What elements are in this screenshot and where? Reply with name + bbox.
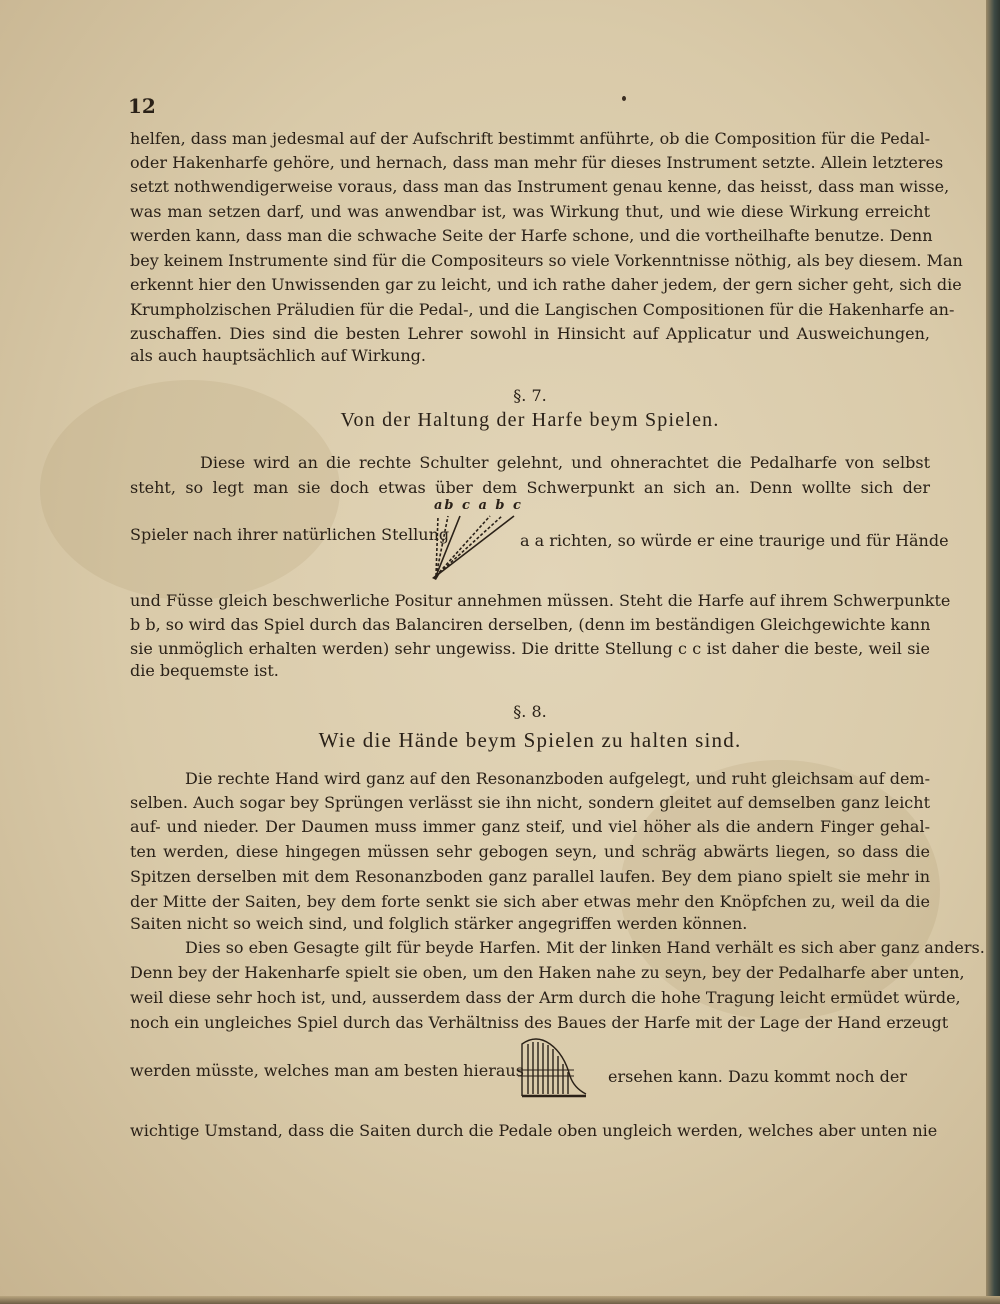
- text-line: oder Hakenharfe gehöre, und hernach, dass man mehr für dieses Instrument setzte. Allein letzteres: [130, 153, 944, 172]
- text-line: wichtige Umstand, dass die Saiten durch die Pedale oben ungleich werden, welches aber unten nie: [130, 1121, 938, 1140]
- text-line: weil diese sehr hoch ist, und, ausserdem dass der Arm durch die hohe Tragung leicht ermüdet würde,: [130, 988, 961, 1007]
- text-line: a a richten, so würde er eine traurige und für Hände: [520, 531, 949, 550]
- page-number: 12: [128, 94, 156, 118]
- text-line: als auch hauptsächlich auf Wirkung.: [130, 346, 426, 365]
- text-line: werden kann, dass man die schwache Seite der Harfe schone, und die vortheilhafte benutze. Denn: [130, 226, 933, 245]
- text-line: ersehen kann. Dazu kommt noch der: [608, 1067, 907, 1086]
- section-number: §. 7.: [513, 386, 547, 405]
- text-line: die bequemste ist.: [130, 661, 279, 680]
- text-line: sie unmöglich erhalten werden) sehr ungewiss. Die dritte Stellung c c ist daher die beste, weil sie: [130, 639, 930, 658]
- text-line: helfen, dass man jedesmal auf der Aufschrift bestimmt anführte, ob die Composition für die Pedal-: [130, 129, 930, 148]
- text-line: steht, so legt man sie doch etwas über dem Schwerpunkt an sich an. Denn wollte sich der: [130, 478, 930, 497]
- text-line: zuschaffen. Dies sind die besten Lehrer sowohl in Hinsicht auf Applicatur und Ausweichungen,: [130, 324, 930, 343]
- text-line: bey keinem Instrumente sind für die Compositeurs so viele Vorkenntnisse nöthig, als bey diesem. Man: [130, 251, 963, 270]
- text-line: selben. Auch sogar bey Sprüngen verlässt sie ihn nicht, sondern gleitet auf demselben ganz leicht: [130, 793, 930, 812]
- section-title: Wie die Hände beym Spielen zu halten sind.: [318, 728, 742, 752]
- ink-dot: [622, 96, 626, 101]
- text-line: noch ein ungleiches Spiel durch das Verhältniss des Baues der Harfe mit der Lage der Hand erzeugt: [130, 1013, 949, 1032]
- harp-lines-diagram: [428, 498, 528, 580]
- text-line: werden müsste, welches man am besten hieraus: [130, 1061, 524, 1080]
- text-line: der Mitte der Saiten, bey dem forte senkt sie sich aber etwas mehr den Knöpfchen zu, weil da die: [130, 892, 930, 911]
- text-line: b b, so wird das Spiel durch das Balanciren derselben, (denn im beständigen Gleichgewichte kann: [130, 615, 931, 634]
- text-line: setzt nothwendigerweise voraus, dass man das Instrument genau kenne, das heisst, dass man wisse,: [130, 177, 950, 196]
- section-number: §. 8.: [513, 702, 547, 721]
- text-line: was man setzen darf, und was anwendbar ist, was Wirkung thut, und wie diese Wirkung erreicht: [130, 202, 930, 221]
- text-line: erkennt hier den Unwissenden gar zu leicht, und ich rathe daher jedem, der gern sicher geht, sich die: [130, 275, 962, 294]
- text-line: ten werden, diese hingegen müssen sehr gebogen seyn, und schräg abwärts liegen, so dass die: [130, 842, 930, 861]
- text-line: Diese wird an die rechte Schulter gelehnt, und ohnerachtet die Pedalharfe von selbst: [200, 453, 930, 472]
- harp-position-figure: [428, 498, 528, 580]
- harp-hand-figure: [514, 1036, 592, 1100]
- text-line: auf- und nieder. Der Daumen muss immer ganz steif, und viel höher als die andern Finger gehal-: [130, 817, 930, 836]
- text-line: Spieler nach ihrer natürlichen Stellung: [130, 525, 450, 544]
- text-line: Dies so eben Gesagte gilt für beyde Harfen. Mit der linken Hand verhält es sich aber ganz anders.: [185, 938, 985, 957]
- page-bottom-edge: [0, 1296, 1000, 1304]
- text-line: Krumpholzischen Präludien für die Pedal-, und die Langischen Compositionen für die Hakenharfe an-: [130, 300, 955, 319]
- text-line: Die rechte Hand wird ganz auf den Resonanzboden aufgelegt, und ruht gleichsam auf dem-: [185, 769, 930, 788]
- text-line: Saiten nicht so weich sind, und folglich stärker angegriffen werden können.: [130, 914, 748, 933]
- figure-labels: ab c a b c: [434, 498, 523, 513]
- section-title: Von der Haltung der Harfe beym Spielen.: [340, 409, 720, 431]
- text-line: und Füsse gleich beschwerliche Positur annehmen müssen. Steht die Harfe auf ihrem Schwerpunkte: [130, 591, 951, 610]
- text-line: Denn bey der Hakenharfe spielt sie oben, um den Haken nahe zu seyn, bey der Pedalharfe aber unten,: [130, 963, 965, 982]
- book-edge: [986, 0, 1000, 1304]
- text-line: Spitzen derselben mit dem Resonanzboden ganz parallel laufen. Bey dem piano spielt sie mehr in: [130, 867, 930, 886]
